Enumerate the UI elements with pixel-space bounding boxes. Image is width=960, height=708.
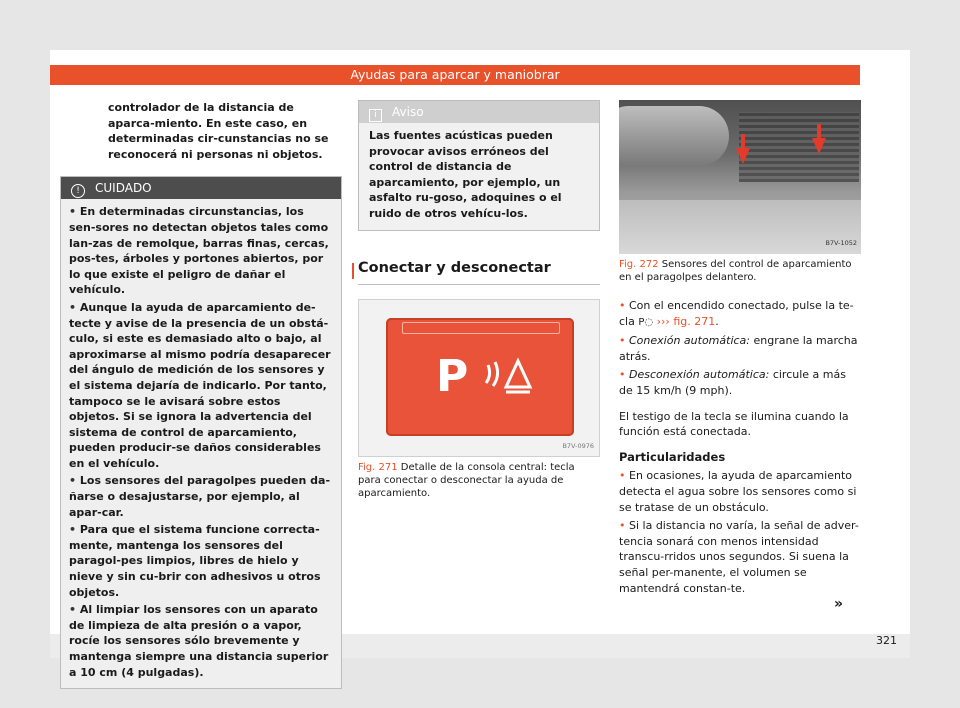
grille-shape: [739, 112, 859, 182]
figure-caption: [619, 258, 861, 284]
bullet-dot-icon: •: [619, 334, 629, 348]
figure-caption: [358, 461, 600, 500]
column-left: [60, 100, 342, 689]
bullet-dot-icon: •: [69, 474, 80, 488]
caution-box: [60, 176, 342, 689]
note-title: Aviso: [392, 105, 424, 119]
figure-label: Fig. 271: [358, 462, 398, 474]
arrow-down-icon: [812, 138, 826, 154]
caution-item: • Al limpiar los sensores con un aparato de limpieza de alta presión o a vapor, rocíe los sensores sólo brevemente y mantenga siempre una distancia superior a 10 cm (4 pulgadas).: [69, 603, 329, 679]
button-top-strip: [402, 322, 560, 334]
intro-paragraph: controlador de la distancia de aparca-miento. En este caso, en determinadas cir-cunstancias no se reconocerá ni personas ni objetos.: [108, 101, 329, 161]
bullet-item: • En ocasiones, la ayuda de aparcamiento detecta el agua sobre los sensores como si se tratase de un obstáculo.: [619, 469, 857, 514]
headlight-shape: [619, 106, 729, 166]
figure-272-photo: [619, 100, 861, 254]
caution-item: • Los sensores del paragolpes pueden da-ñarse o desajustarse, por ejemplo, al apar-car.: [69, 474, 331, 519]
figure-code: B7V-1052: [825, 239, 857, 248]
caption-text: Detalle de la consola central: tecla para conectar o desconectar la ayuda de aparcamiento.: [358, 462, 575, 500]
bullet-dot-icon: •: [619, 469, 629, 483]
figure-reference-link[interactable]: ››› fig. 271: [656, 314, 716, 328]
page-number: 321: [876, 634, 897, 647]
spacer: [619, 284, 861, 298]
info-icon: i: [369, 109, 382, 122]
chapter-title: Ayudas para aparcar y maniobrar: [350, 67, 560, 82]
parking-key-icon: P◌: [638, 316, 654, 328]
note-box: [358, 100, 600, 231]
warning-circle-icon: !: [71, 184, 85, 198]
caution-body: [61, 199, 341, 688]
bullet-dot-icon: •: [619, 299, 629, 312]
parking-sensor-icon: P: [436, 354, 534, 400]
caption-text: Sensores del control de aparcamiento en el paragolpes delantero.: [619, 259, 852, 283]
sound-waves-warning-icon: [484, 355, 534, 395]
section-title: Conectar y desconectar: [358, 261, 600, 286]
column-middle: [358, 100, 600, 500]
column-right: [619, 100, 861, 596]
bullet-dot-icon: •: [619, 519, 629, 533]
bullet-dot-icon: •: [69, 523, 80, 537]
bullet-dot-icon: •: [619, 368, 629, 382]
body-paragraph: El testigo de la tecla se ilumina cuando la función está conectada.: [619, 409, 849, 439]
caution-title: CUIDADO: [95, 181, 152, 196]
bullet-item: • Conexión automática: engrane la marcha atrás.: [619, 334, 858, 363]
note-header: [359, 101, 599, 123]
caution-item: • En determinadas circunstancias, los sen-sores no detectan objetos tales como lan-zas de remolque, barras finas, cercas, pos-tes, árboles y portones abiertos, por lo que existe el peligro de dañar el vehículo.: [69, 205, 329, 297]
bullet-item: • Si la distancia no varía, la señal de adver-tencia sonará con menos intensidad transcu-rridos unos segundos. Si suena la señal per-manente, el volumen se mantendrá constan-te.: [619, 519, 859, 595]
figure-code: B7V-0976: [562, 441, 594, 450]
caution-item: • Para que el sistema funcione correcta-mente, mantenga los sensores del paragol-pes limpios, libres de hielo y nieve y sin cu-brir con adhesivos u otros objetos.: [69, 523, 321, 599]
caution-item: • Aunque la ayuda de aparcamiento de-tecte y avise de la presencia de un obstá-culo, si este es demasiado alto o bajo, al aproximarse al mismo podría desaparecer del ángulo de medición de los sensores y el sistema dejaría de indicarlo. Por tanto, tampoco se le avisará sobre estos objetos. Si se ignora la advertencia del sistema de control de aparcamiento, pueden producir-se daños considerables en el vehículo.: [69, 300, 331, 470]
figure-label: Fig. 272: [619, 259, 659, 270]
bullet-item: • Con el encendido conectado, pulse la te-cla P◌ ››› fig. 271.: [619, 298, 861, 330]
caution-header: [61, 177, 341, 199]
bullet-dot-icon: •: [69, 300, 80, 314]
chapter-header: [50, 65, 860, 85]
figure-271: [358, 299, 600, 457]
bullet-dot-icon: •: [69, 603, 80, 617]
note-text: Las fuentes acústicas pueden provocar avisos erróneos del control de distancia de aparcamiento, por ejemplo, un asfalto ru-goso, adoquines o el ruido de otros vehícu-los.: [369, 129, 562, 220]
subheading: Particularidades: [619, 449, 726, 464]
note-body: [359, 123, 599, 230]
arrow-down-icon: [736, 148, 750, 164]
bullet-dot-icon: •: [69, 205, 80, 219]
bullet-item: • Desconexión automática: circule a más de 15 km/h (9 mph).: [619, 368, 846, 397]
continue-mark: »: [834, 596, 844, 612]
parking-aid-button-image: [386, 318, 574, 436]
